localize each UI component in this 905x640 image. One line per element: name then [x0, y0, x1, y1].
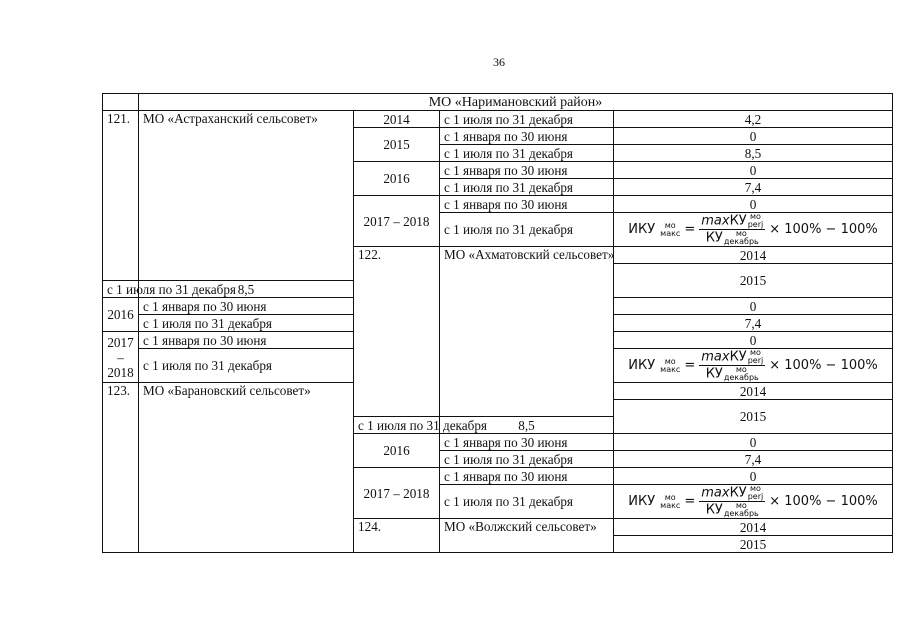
- value-cell: 0: [614, 128, 893, 145]
- formula-lhs-scripts: [660, 494, 680, 510]
- formula-denominator: [704, 230, 761, 246]
- region-title: МО «Наримановский район»: [139, 94, 893, 111]
- period-cell: с 1 июля по 31 декабря: [440, 145, 614, 162]
- year-cell: 2017 – 2018: [354, 468, 440, 519]
- formula-numerator: [699, 485, 765, 502]
- municipality-name: МО «Барановский сельсовет»: [139, 383, 354, 553]
- period-cell: с 1 января по 30 июня: [139, 298, 354, 315]
- row-number: 122.: [354, 247, 440, 417]
- formula-den-main: КУ: [705, 230, 723, 246]
- municipality-name: МО «Астраханский сельсовет»: [139, 111, 354, 281]
- formula-den-main: КУ: [705, 502, 723, 518]
- period-cell: с 1 января по 30 июня: [440, 128, 614, 145]
- formula: [628, 485, 877, 518]
- formula-sup: мо: [750, 484, 761, 493]
- value-cell: 8,5: [614, 145, 893, 162]
- formula-cell: [614, 485, 893, 519]
- value-cell: 0: [614, 196, 893, 213]
- row-number: 124.: [354, 519, 440, 553]
- formula-den-scripts: [724, 230, 759, 246]
- formula-sub: perj: [747, 356, 764, 365]
- formula-denominator: [704, 502, 761, 518]
- year-cell: 2016: [354, 162, 440, 196]
- formula-fraction: [699, 485, 765, 518]
- row-number: 121.: [103, 111, 139, 281]
- formula-lhs-scripts: [660, 222, 680, 238]
- year-cell: 2014: [614, 519, 893, 536]
- formula-sub: декабрь: [723, 237, 759, 246]
- year-cell: 2015: [614, 536, 893, 553]
- formula-num-main: КУ: [729, 485, 747, 501]
- value-cell: 7,4: [614, 451, 893, 468]
- formula-denominator: [704, 366, 761, 382]
- formula-sup: мо: [735, 229, 747, 238]
- formula-numerator: [699, 349, 765, 366]
- region-header-row: [103, 94, 893, 111]
- formula-num-scripts: [748, 485, 764, 501]
- year-cell: 2016: [103, 298, 139, 332]
- formula: [628, 213, 877, 246]
- period-cell: с 1 января по 30 июня: [440, 468, 614, 485]
- period-cell: с 1 июля по 31 декабря: [139, 315, 354, 332]
- formula-num-main: КУ: [729, 213, 747, 229]
- period-cell: с 1 июля по 31 декабря: [139, 349, 354, 383]
- period-cell: с 1 июля по 31 декабря: [440, 111, 614, 128]
- formula-sup: мо: [735, 501, 747, 510]
- formula-sub: декабрь: [723, 509, 759, 518]
- period-cell: с 1 июля по 31 декабря: [103, 281, 139, 298]
- row-number: 123.: [103, 383, 139, 553]
- formula-max: max: [701, 213, 730, 229]
- value-cell: 4,2: [614, 111, 893, 128]
- table-row: [103, 111, 893, 128]
- formula-eq: =: [684, 358, 696, 373]
- formula-sub: perj: [747, 220, 764, 229]
- value-cell: 0: [614, 162, 893, 179]
- formula-sup: мо: [750, 348, 761, 357]
- formula-cell: [614, 349, 893, 383]
- formula-sup: мо: [664, 492, 676, 502]
- formula-den-scripts: [724, 502, 759, 518]
- year-cell: 2014: [614, 247, 893, 264]
- period-cell: с 1 января по 30 июня: [440, 434, 614, 451]
- formula-sup: мо: [735, 365, 747, 374]
- formula: [628, 349, 877, 382]
- formula-eq: =: [684, 494, 696, 509]
- tariff-table: [102, 93, 893, 553]
- formula-lhs-scripts: [660, 358, 680, 374]
- period-cell: с 1 июля по 31 декабря: [440, 179, 614, 196]
- period-cell: с 1 июля по 31 декабря: [440, 451, 614, 468]
- formula-max: max: [701, 349, 730, 365]
- formula-fraction: [699, 349, 765, 382]
- year-cell: 2016: [354, 434, 440, 468]
- period-cell: с 1 января по 30 июня: [440, 196, 614, 213]
- period-cell: с 1 января по 30 июня: [440, 162, 614, 179]
- formula-max: max: [701, 485, 730, 501]
- formula-lhs: ИКУ: [628, 358, 656, 373]
- formula-cell: [614, 213, 893, 247]
- formula-numerator: [699, 213, 765, 230]
- formula-den-scripts: [724, 366, 759, 382]
- formula-num-scripts: [748, 349, 764, 365]
- value-cell: 8,5: [440, 417, 614, 434]
- formula-lhs: ИКУ: [628, 222, 656, 237]
- formula-sub: макс: [660, 364, 681, 374]
- formula-sub: perj: [747, 492, 764, 501]
- formula-den-main: КУ: [705, 366, 723, 382]
- municipality-name: МО «Ахматовский сельсовет»: [440, 247, 614, 417]
- year-cell: 2014: [354, 111, 440, 128]
- value-cell: 8,5: [139, 281, 354, 298]
- formula-tail: × 100% − 100%: [769, 358, 878, 373]
- formula-sup: мо: [664, 356, 676, 366]
- value-cell: 0: [614, 434, 893, 451]
- value-cell: 7,4: [614, 179, 893, 196]
- formula-eq: =: [684, 222, 696, 237]
- formula-sup: мо: [664, 220, 676, 230]
- value-cell: 0: [614, 332, 893, 349]
- page-number: 36: [493, 55, 505, 69]
- year-cell: 2015: [614, 400, 893, 434]
- value-cell: 0: [614, 468, 893, 485]
- period-cell: с 1 января по 30 июня: [139, 332, 354, 349]
- period-cell: с 1 июля по 31 декабря: [440, 485, 614, 519]
- formula-num-main: КУ: [729, 349, 747, 365]
- year-cell: 2014: [614, 383, 893, 400]
- year-cell: 2017 – 2018: [103, 332, 139, 383]
- period-cell: с 1 июля по 31 декабря: [354, 417, 440, 434]
- formula-fraction: [699, 213, 765, 246]
- formula-sub: декабрь: [723, 373, 759, 382]
- year-cell: 2017 – 2018: [354, 196, 440, 247]
- value-cell: 7,4: [614, 315, 893, 332]
- formula-sub: макс: [660, 500, 681, 510]
- municipality-name: МО «Волжский сельсовет»: [440, 519, 614, 553]
- year-cell: 2015: [614, 264, 893, 298]
- formula-num-scripts: [748, 213, 764, 229]
- period-cell: с 1 июля по 31 декабря: [440, 213, 614, 247]
- formula-tail: × 100% − 100%: [769, 494, 878, 509]
- formula-sub: макс: [660, 228, 681, 238]
- formula-tail: × 100% − 100%: [769, 222, 878, 237]
- year-cell: 2015: [354, 128, 440, 162]
- value-cell: 0: [614, 298, 893, 315]
- formula-sup: мо: [750, 212, 761, 221]
- formula-lhs: ИКУ: [628, 494, 656, 509]
- region-header-spacer: [103, 94, 139, 111]
